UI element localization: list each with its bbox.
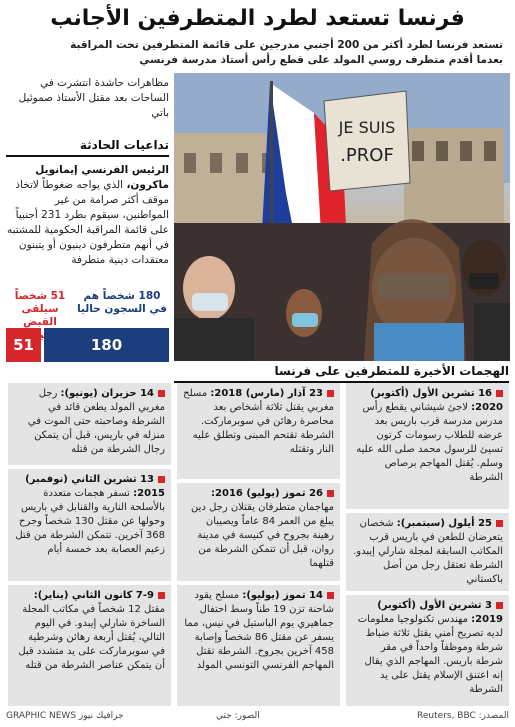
consequences-body xyxy=(6,163,169,268)
attack-text: مقتل 12 شخصاً في مكاتب المجلة الساخرة شارلي إيبدو. في اليوم التالي، يُقتل أربعة رهائن وشرطية في سوبرماركت على يد متشدد قبل أن يتمكن عناصر الشرطة من قتله xyxy=(18,604,165,671)
attack-date: 14 تموز (يوليو): xyxy=(242,590,323,601)
attack-text: مهندس تكنولوجيا معلومات لديه تصريح أمني يقتل ثلاثة ضباط شرطة وموظفاً واحداً في مقر شرطة باريس. المهاجم الذي يقال إنه اعتنق الإسلام يقتل على يد الشرطة xyxy=(357,614,503,695)
subtitle-line-1: تستعد فرنسا لطرد أكثر من 200 أجنبي مدرجين على قائمة المتطرفين تحت المراقبة xyxy=(70,39,503,51)
brand-logo: GRAPHIC NEWS جرافيك نيوز xyxy=(6,711,124,721)
sign-text-line-2: PROF. xyxy=(340,145,394,166)
attacks-heading: الهجمات الأخيرة للمتطرفين على فرنسا xyxy=(174,364,509,383)
attack-date: 16 تشرين الأول (أكتوبر) 2020: xyxy=(370,388,503,413)
photo-caption: مظاهرات حاشدة انتشرت في الساحات بعد مقتل الأستاذ صموئيل باتي xyxy=(18,77,169,119)
attack-date: 3 تشرين الأول (أكتوبر) 2019: xyxy=(377,600,503,625)
attack-date: 26 تموز (يوليو) 2016: xyxy=(211,488,323,499)
subtitle-line-2: بعدما أقدم متطرف روسي المولد على قطع رأس أستاذ مدرسة فرنسي xyxy=(139,54,503,66)
page-title: فرنسا تستعد لطرد المتطرفين الأجانب xyxy=(50,6,465,31)
subtitle xyxy=(10,38,503,68)
attack-text: مسلح يقود شاحنة تزن 19 طناً وسط احتفال جماهيري يوم الباستيل في نيس، مما يسفر عن مقتل 86 شخصاً وإصابة 458 آخرين بجروح. الشرطة تقتل المهاجم الفرنسي التونسي المولد xyxy=(184,590,334,671)
consequences-heading: تداعيات الحادثة xyxy=(6,138,169,157)
attack-card xyxy=(346,383,509,509)
red-square-icon xyxy=(496,390,503,397)
attack-date: 13 تشرين الثاني (نوفمبر) 2015: xyxy=(25,474,165,499)
consequences-text: الذي يواجه ضغوطاً لاتخاذ موقف أكثر صرامة من غير المواطنين، سيقوم بطرد 231 أجنبياً على قائمة المراقبة الحكومية للمشتبه في أنهم متطرفون دينيون أو يتبنون معتقدات دينية متطرفة xyxy=(6,179,169,266)
red-square-icon xyxy=(327,490,334,497)
attack-text: مسلح مغربي يقتل ثلاثة أشخاص بعد محاصرة رهائن في سوبرماركت. الشرطة تقتحم المبنى وتطلق عليه النار وتقتله xyxy=(183,388,334,455)
attack-card xyxy=(177,383,340,479)
expulsion-stats xyxy=(6,288,169,362)
red-square-icon xyxy=(327,390,334,397)
red-square-icon xyxy=(496,520,503,527)
attack-card xyxy=(8,383,171,465)
red-square-icon xyxy=(496,602,503,609)
attack-text: مهاجمان متطرفان يقتلان رجل دين يبلغ من العمر 84 عاماً ويصيبان رهينة بجروح في كنيسة في مدينة روان، قبل أن تتمكن الشرطة من قتلهما xyxy=(191,502,334,569)
red-square-icon xyxy=(327,592,334,599)
arrest-label: 51 شخصاً سيلقى القبض xyxy=(14,290,66,328)
attack-card xyxy=(177,483,340,581)
attack-card xyxy=(8,585,171,706)
attacks-column-1 xyxy=(346,383,509,706)
attacks-column-3 xyxy=(8,383,171,706)
source-credit: المصدر: Reuters, BBC xyxy=(417,711,509,721)
attack-card xyxy=(346,513,509,591)
attack-text: تسفر هجمات متعددة بالأسلحة النارية والقنابل في باريس وحولها عن مقتل 130 شخصاً وجرح 368 آخرين. تتمكن الشرطة من قتل زعيم العصابة بعد خمسة أيام xyxy=(15,488,165,555)
red-square-icon xyxy=(158,390,165,397)
attacks-column-2 xyxy=(177,383,340,706)
arrest-bar: 51 xyxy=(6,328,41,362)
protest-photo-illustration xyxy=(174,73,510,361)
attack-date: 7-9 كانون الثاني (يناير): xyxy=(33,590,154,601)
in-prison-bar: 180 xyxy=(44,328,169,362)
attack-text: رجل مغربي المولد يطعن قائد في الشرطة وصاحبته حتى الموت في منزله في باريس، قبل أن يتمكن رجال الشرطة من قتله xyxy=(27,388,165,455)
photo-credit: الصور: جتي xyxy=(216,711,260,721)
in-prison-label: 180 شخصاً هم في السجون حاليا xyxy=(77,290,167,315)
stats-bar xyxy=(6,328,169,362)
consequences-lead: الرئيس الفرنسي إيمانويل ماكرون، xyxy=(35,164,169,191)
sign-text-line-1: JE SUIS xyxy=(338,118,396,137)
attack-text: لاجئ شيشاني يقطع رأس مدرس مدرسة قرب باريس بعد عرضه للطلاب رسومات كرتون تسيئ للرسول محمد صلى الله عليه وسلم. يُقتل المهاجم برصاص الشرطة xyxy=(356,402,503,483)
consequences-section xyxy=(6,138,169,268)
footer xyxy=(6,711,509,725)
red-square-icon xyxy=(158,592,165,599)
attacks-grid xyxy=(6,383,509,706)
attack-date: 14 حزيران (يونيو): xyxy=(60,388,154,399)
attack-card xyxy=(8,469,171,581)
red-square-icon xyxy=(158,476,165,483)
attack-date: 23 آذار (مارس) 2018: xyxy=(210,388,323,399)
attack-card xyxy=(346,595,509,706)
attack-card xyxy=(177,585,340,706)
attack-text: شخصان يتعرضان للطعن في باريس قرب المكاتب السابقة لمجلة شارلي إيبدو. الشرطة تعتقل رجل من أصل باكستاني xyxy=(353,518,503,585)
attack-date: 25 أيلول (سبتمبر): xyxy=(396,518,492,529)
protest-photo xyxy=(174,73,510,361)
